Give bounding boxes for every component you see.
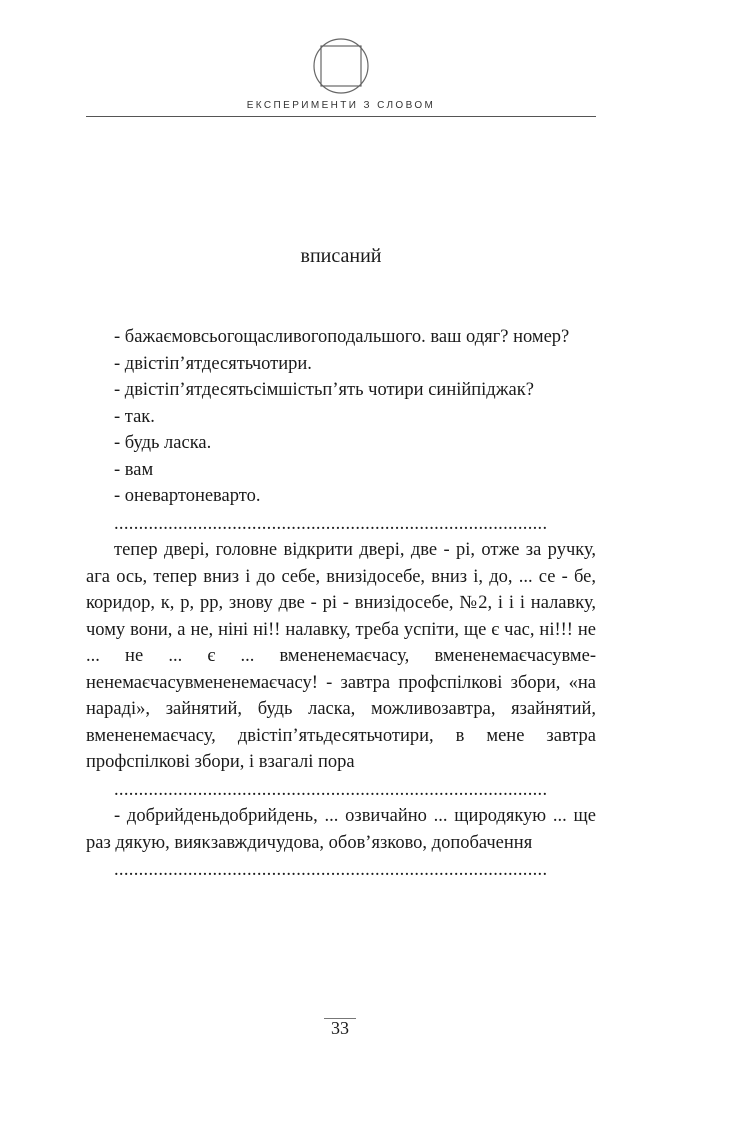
dotted-separator: ........................................................................................ (114, 860, 548, 880)
circle-square-emblem-icon (312, 37, 370, 95)
poem-title: вписаний (300, 245, 382, 267)
text-line: - так. (114, 406, 155, 427)
text-line: - двістіп’ятдесятьсімшістьп’ять чотири синійпіджак? (114, 380, 534, 400)
dotted-separator: ........................................................................................ (114, 779, 548, 800)
text-line: - бажаємовсьогощасливогоподальшого. ваш одяг? номер? (114, 327, 570, 347)
header-rule (86, 116, 596, 117)
text-line: - оневартоневарто. (114, 486, 261, 506)
dotted-separator: ........................................................................................ (114, 513, 548, 534)
text-paragraph: тепер двері, головне відкрити двері, две - рі, отже за ручку, ага ось, тепер вниз і до себе, внизідосебе, вниз і, до, ... се - бе, коридор, к, р, рр, знову две - рі - внизідосебе, №2, і і і налавку, чому вони, а не, ніні ні!! налавку, треба успіти, ще є час, ні!!! не ... не ... є ... вмененемаєчасу, вмененемаєчасувме- ненемаєчасувмененемаєчасу! - завтра профспілкові збори, «на нараді», зайнятий, будь ласка, можливозавтра, язайнятий, вмененемаєчасу, двістіп’ятьдесятьчотири, в мене завтра профспілкові збори, і взагалі пора (86, 540, 596, 772)
page-number: 33 (310, 1018, 370, 1039)
text-paragraph: - добрийденьдобрийдень, ... озвичайно ... щиродякую ... ще раз дякую, вияκзавждичудова, обов’язково, допобачення (86, 806, 596, 853)
text-line: - будь ласка. (114, 433, 212, 453)
text-line: - вам (114, 459, 154, 480)
body-text (86, 324, 596, 884)
running-head: ЕКСПЕРИМЕНТИ З СЛОВОМ (246, 100, 436, 111)
text-line: - двістіп’ятдесятьчотири. (114, 353, 312, 374)
